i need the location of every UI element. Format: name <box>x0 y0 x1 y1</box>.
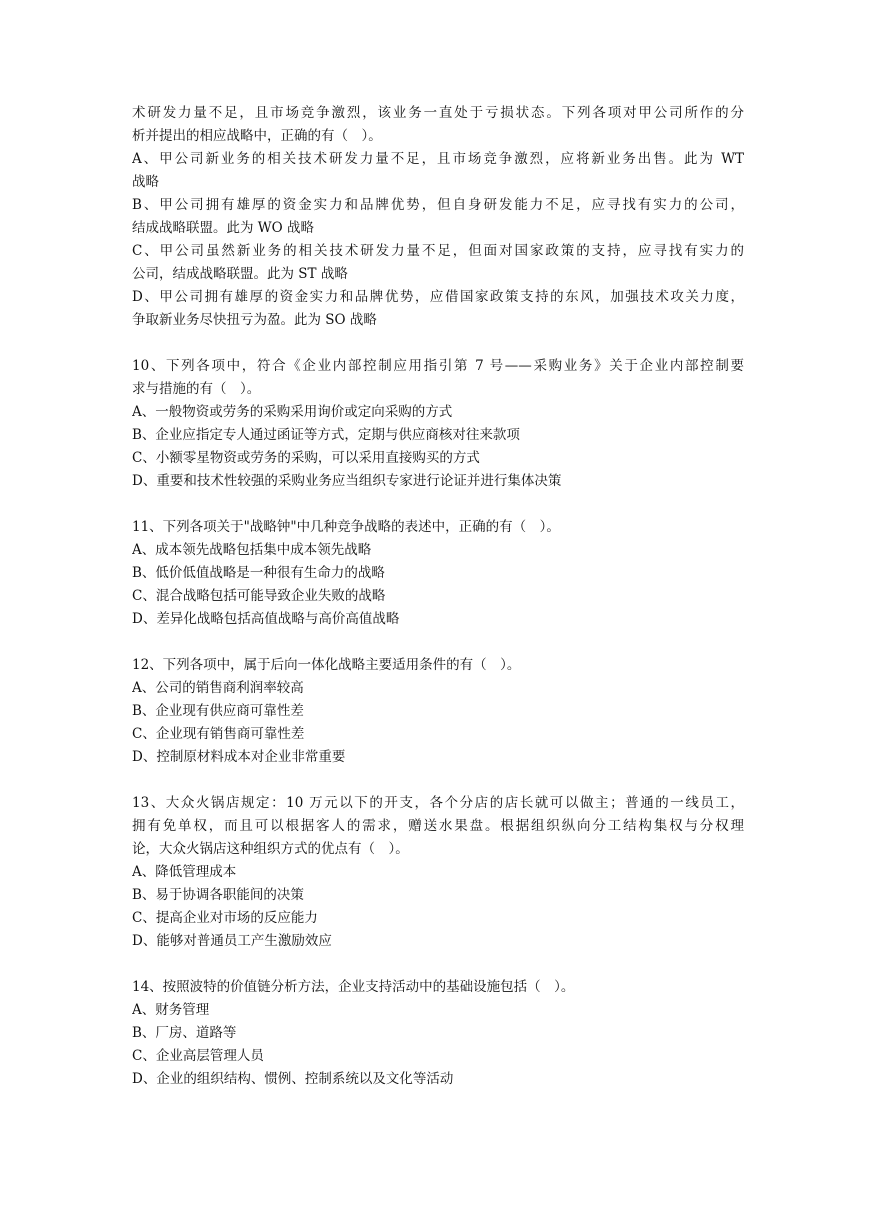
document-body <box>132 102 744 1091</box>
question-13 <box>132 792 744 953</box>
question-10-option-b: B、企业应指定专人通过函证等方式，定期与供应商核对往来款项 <box>132 427 520 443</box>
question-10-option-c: C、小额零星物资或劳务的采购，可以采用直接购买的方式 <box>132 450 480 466</box>
question-10 <box>132 355 744 493</box>
question-9-option-c-line-1: C、甲公司虽然新业务的相关技术研发力量不足，但面对国家政策的支持，应寻找有实力的 <box>132 243 744 259</box>
question-9-option-d-line-2: 争取新业务尽快扭亏为盈。此为 SO 战略 <box>132 312 377 328</box>
question-12-option-d: D、控制原材料成本对企业非常重要 <box>132 749 346 765</box>
question-11-stem: 11、下列各项关于"战略钟"中几种竞争战略的表述中，正确的有（ ）。 <box>132 519 560 535</box>
question-14-option-c: C、企业高层管理人员 <box>132 1048 264 1064</box>
question-9-option-d-line-1: D、甲公司拥有雄厚的资金实力和品牌优势，应借国家政策支持的东风，加强技术攻关力度， <box>132 289 744 305</box>
spacer <box>132 631 744 654</box>
spacer <box>132 493 744 516</box>
question-11-option-d: D、差异化战略包括高值战略与高价高值战略 <box>132 611 400 627</box>
question-11-option-c: C、混合战略包括可能导致企业失败的战略 <box>132 588 386 604</box>
question-12-option-a: A、公司的销售商利润率较高 <box>132 680 304 696</box>
question-12-option-b: B、企业现有供应商可靠性差 <box>132 703 304 719</box>
question-14-stem: 14、按照波特的价值链分析方法，企业支持活动中的基础设施包括（ ）。 <box>132 979 575 995</box>
question-12-stem: 12、下列各项中，属于后向一体化战略主要适用条件的有（ ）。 <box>132 657 521 673</box>
question-12 <box>132 654 744 769</box>
question-11-option-a: A、成本领先战略包括集中成本领先战略 <box>132 542 372 558</box>
question-10-stem-line-1: 10、下列各项中，符合《企业内部控制应用指引第 7 号——采购业务》关于企业内部控制要 <box>132 358 744 374</box>
question-13-option-b: B、易于协调各职能间的决策 <box>132 887 304 903</box>
question-9-option-b-line-2: 结成战略联盟。此为 WO 战略 <box>132 220 315 236</box>
question-13-stem-line-1: 13、大众火锅店规定：10 万元以下的开支，各个分店的店长就可以做主；普通的一线员工， <box>132 795 744 811</box>
question-12-option-c: C、企业现有销售商可靠性差 <box>132 726 305 742</box>
question-10-stem-line-2: 求与措施的有（ ）。 <box>132 381 261 397</box>
question-9-option-b-line-1: B、甲公司拥有雄厚的资金实力和品牌优势，但自身研发能力不足，应寻找有实力的公司， <box>132 197 744 213</box>
question-14-option-a: A、财务管理 <box>132 1002 210 1018</box>
question-13-option-c: C、提高企业对市场的反应能力 <box>132 910 318 926</box>
spacer <box>132 953 744 976</box>
question-14-option-d: D、企业的组织结构、惯例、控制系统以及文化等活动 <box>132 1071 454 1087</box>
question-9-stem-line-1: 术研发力量不足，且市场竞争激烈，该业务一直处于亏损状态。下列各项对甲公司所作的分 <box>132 105 744 121</box>
question-9-stem-line-2: 析并提出的相应战略中，正确的有（ ）。 <box>132 128 382 144</box>
question-13-stem-line-2: 拥有免单权，而且可以根据客人的需求，赠送水果盘。根据组织纵向分工结构集权与分权理 <box>132 818 744 834</box>
question-13-stem-line-3: 论，大众火锅店这种组织方式的优点有（ ）。 <box>132 841 409 857</box>
spacer <box>132 332 744 355</box>
question-9-option-a-line-2: 战略 <box>132 174 159 190</box>
question-9-option-c-line-2: 公司，结成战略联盟。此为 ST 战略 <box>132 266 348 282</box>
question-11-option-b: B、低价低值战略是一种很有生命力的战略 <box>132 565 385 581</box>
question-10-option-a: A、一般物资或劳务的采购采用询价或定向采购的方式 <box>132 404 453 420</box>
question-13-option-d: D、能够对普通员工产生激励效应 <box>132 933 332 949</box>
question-9 <box>132 102 744 332</box>
question-9-option-a-line-1: A、甲公司新业务的相关技术研发力量不足，且市场竞争激烈，应将新业务出售。此为 WT <box>132 151 744 167</box>
question-10-option-d: D、重要和技术性较强的采购业务应当组织专家进行论证并进行集体决策 <box>132 473 562 489</box>
question-13-option-a: A、降低管理成本 <box>132 864 237 880</box>
question-11 <box>132 516 744 631</box>
spacer <box>132 769 744 792</box>
question-14 <box>132 976 744 1091</box>
question-14-option-b: B、厂房、道路等 <box>132 1025 237 1041</box>
